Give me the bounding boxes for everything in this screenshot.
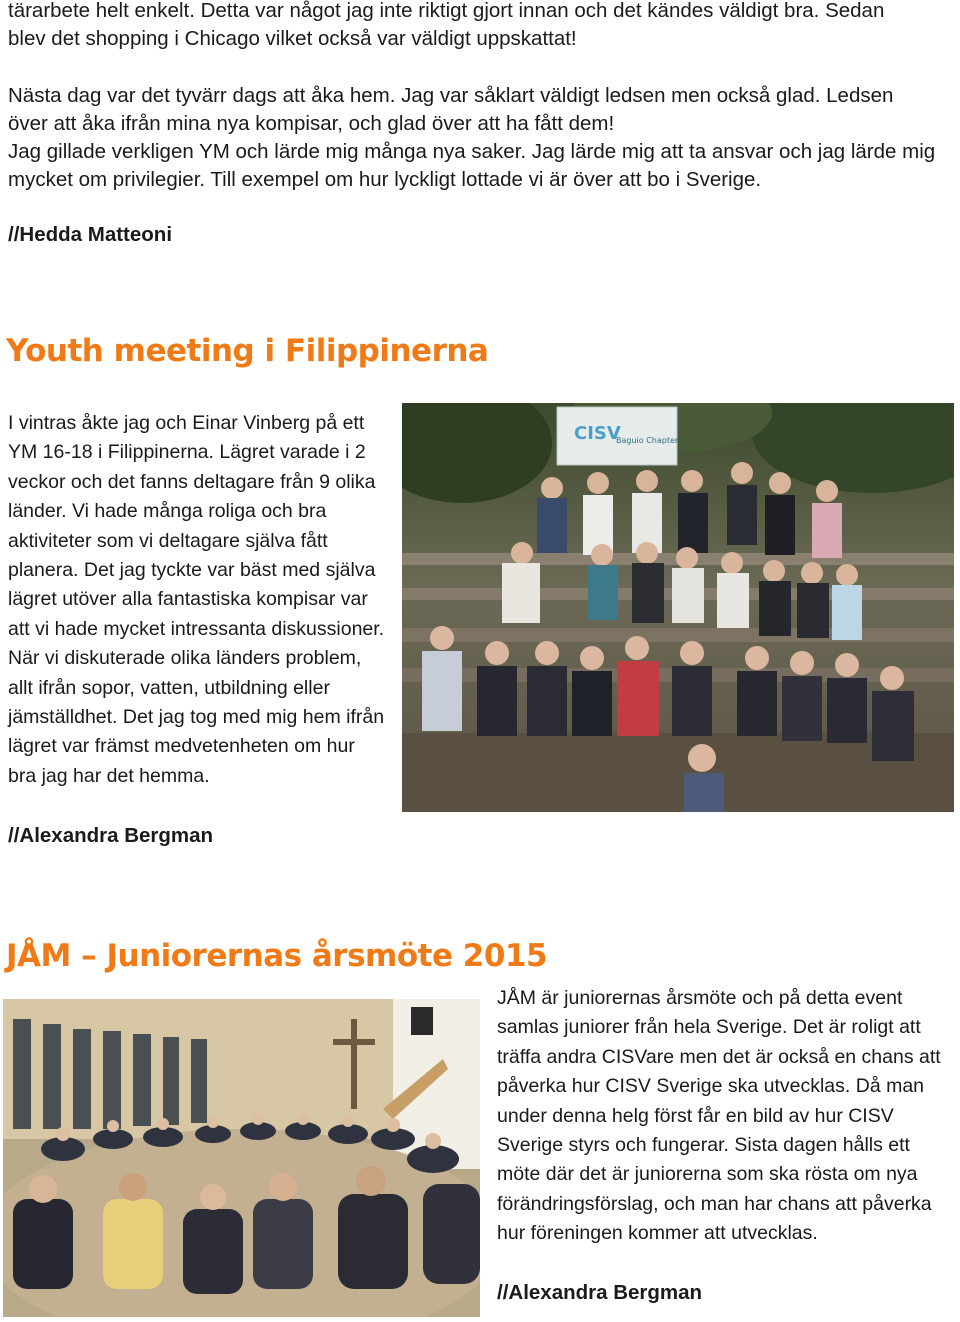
closing-paragraph bbox=[8, 82, 935, 194]
filippinerna-group-photo bbox=[402, 403, 954, 812]
closing-line: mycket om privilegier. Till exempel om hur lyckligt lottade vi är över att bo i Sverige. bbox=[8, 168, 762, 191]
ym-line: veckor och det fanns deltagare från 9 olika bbox=[8, 470, 376, 493]
ym-line: lägret var främst medvetenheten om hur bbox=[8, 735, 355, 758]
jam-line: förändringsförslag, och man har chans att påverka bbox=[497, 1192, 932, 1215]
intro-line: tärarbete helt enkelt. Detta var något jag inte riktigt gjort innan och det kändes väldigt bra. Sedan bbox=[8, 0, 885, 22]
jam-line: under denna helg först får en bild av hur CISV bbox=[497, 1104, 894, 1127]
ym-line: planera. Det jag tyckte var bäst med själva bbox=[8, 559, 376, 582]
ym-line: att vi hade mycket intressanta diskussioner. bbox=[8, 617, 385, 640]
closing-line: Jag gillade verkligen YM och lärde mig många nya saker. Jag lärde mig att ta ansvar och jag lärde mig bbox=[8, 140, 936, 163]
ym-line: I vintras åkte jag och Einar Vinberg på ett bbox=[8, 412, 365, 434]
signature-hedda: //Hedda Matteoni bbox=[8, 223, 173, 246]
jam-line: påverka hur CISV Sverige ska utvecklas. Då man bbox=[497, 1075, 925, 1098]
intro-line: blev det shopping i Chicago vilket också var väldigt uppskattat! bbox=[8, 27, 577, 50]
ym-line: aktiviteter som vi deltagare själva fått bbox=[8, 529, 328, 552]
ym-line: bra jag har det hemma. bbox=[8, 764, 210, 787]
photo-banner-sub: Baguio Chapter bbox=[616, 436, 679, 445]
jam-line: Sverige styrs och fungerar. Sista dagen hålls ett bbox=[497, 1134, 910, 1157]
closing-line: Nästa dag var det tyvärr dags att åka hem. Jag var såklart väldigt ledsen men också glad. Ledsen bbox=[8, 84, 894, 107]
closing-line: över att åka ifrån mina nya kompisar, och glad över att ha fått dem! bbox=[8, 112, 615, 135]
signature-alexandra-1: //Alexandra Bergman bbox=[8, 824, 214, 847]
intro-paragraph bbox=[8, 0, 884, 53]
youth-meeting-heading: Youth meeting i Filippinerna bbox=[6, 333, 489, 369]
ym-line: allt ifrån sopor, vatten, utbildning eller bbox=[8, 676, 330, 699]
jam-line: JÅM är juniorernas årsmöte och på detta event bbox=[497, 987, 903, 1009]
ym-line: YM 16-18 i Filippinerna. Lägret varade i 2 bbox=[8, 441, 366, 464]
ym-line: När vi diskuterade olika länders problem, bbox=[8, 647, 362, 670]
jam-line: träffa andra CISVare men det är också en chans att bbox=[497, 1045, 941, 1068]
youth-meeting-text bbox=[8, 409, 384, 791]
jam-line: hur föreningen kommer att utvecklas. bbox=[497, 1222, 818, 1245]
jam-line: samlas juniorer från hela Sverige. Det är roligt att bbox=[497, 1016, 921, 1039]
ym-line: länder. Vi hade många roliga och bra bbox=[8, 500, 327, 523]
photo-banner-logo: CISV bbox=[574, 423, 621, 444]
jam-meeting-photo bbox=[3, 999, 480, 1317]
jam-line: möte där det är juniorerna som ska rösta om nya bbox=[497, 1163, 918, 1186]
ym-line: lägret utöver alla fantastiska kompisar var bbox=[8, 588, 368, 611]
ym-line: jämställdhet. Det jag tog med mig hem ifrån bbox=[8, 706, 385, 729]
signature-alexandra-2: //Alexandra Bergman bbox=[497, 1281, 703, 1304]
jam-heading: JÅM – Juniorernas årsmöte 2015 bbox=[6, 938, 548, 974]
jam-text bbox=[497, 984, 941, 1249]
